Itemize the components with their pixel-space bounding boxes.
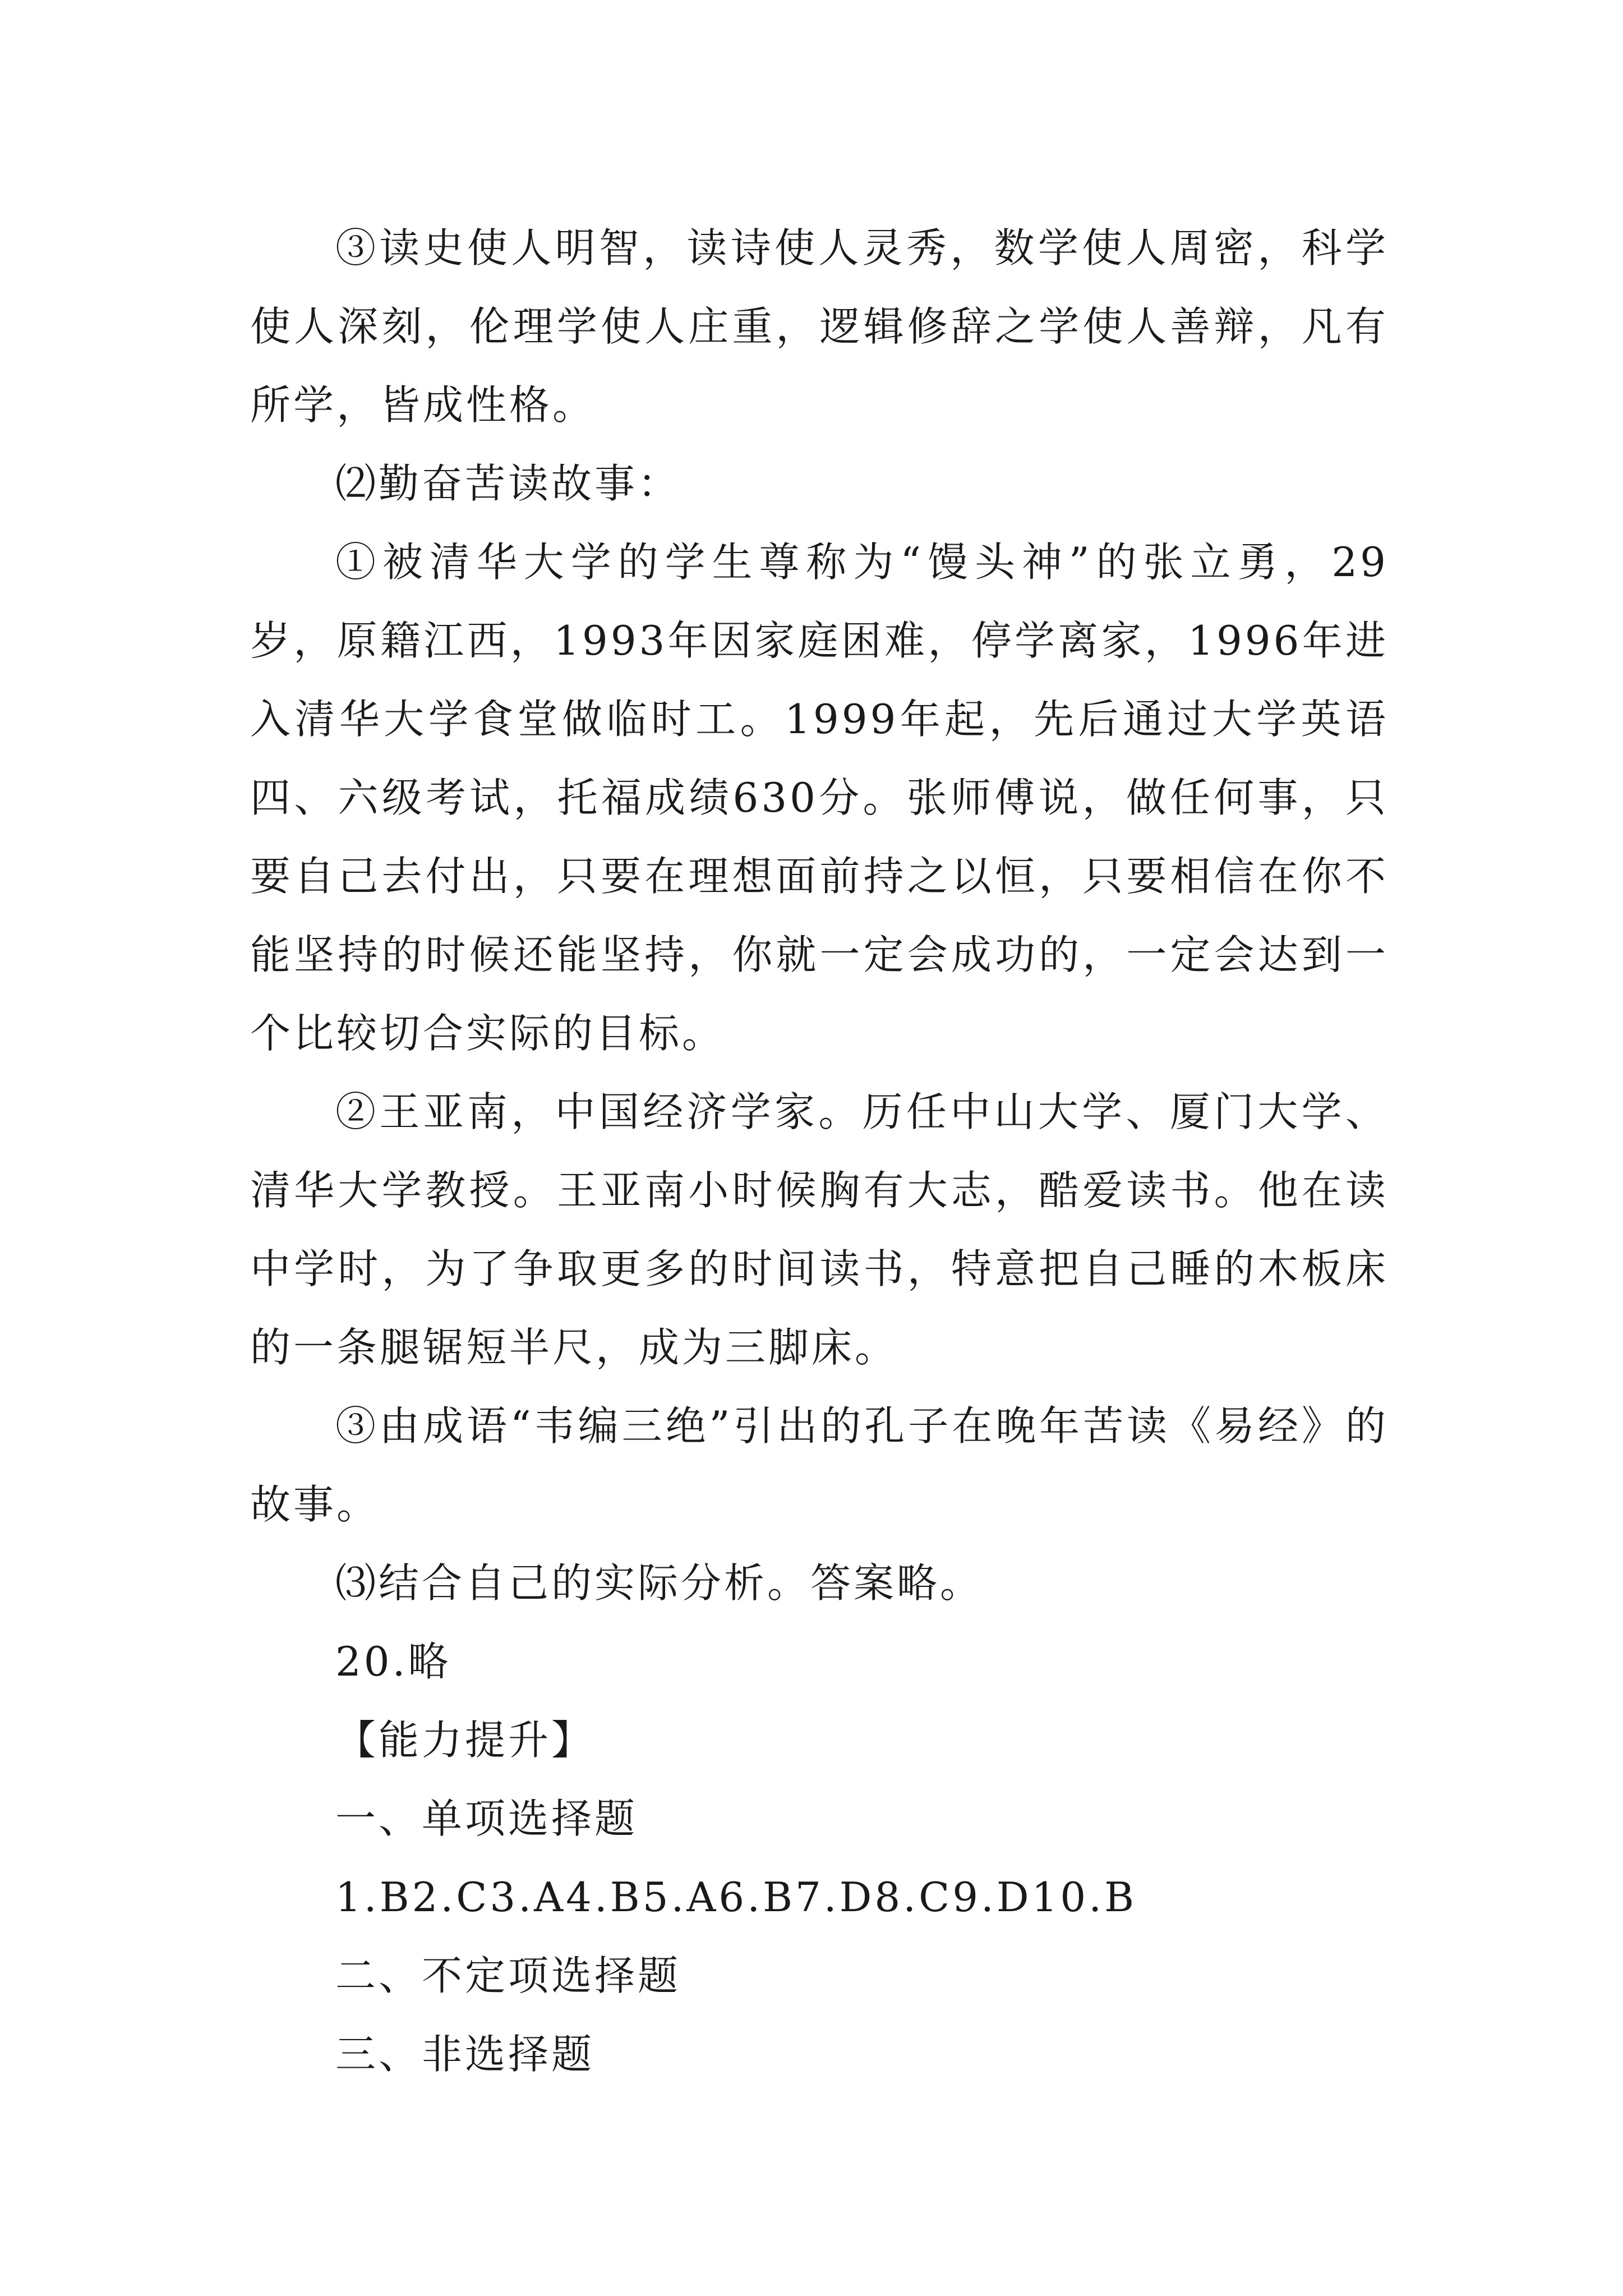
section-heading-multiple-choice: 二、不定项选择题 xyxy=(335,1952,681,1999)
paragraph-story-confucius: ③由成语“韦编三绝”引出的孔子在晚年苦读《易经》的故事。 xyxy=(250,1402,1389,1528)
paragraph-story-zhang-liyong: ①被清华大学的学生尊称为“馒头神”的张立勇，29岁，原籍江西，1993年因家庭困难，停学离家，1996年进入清华大学食堂做临时工。1999年起，先后通过大学英语四、六级考试，托福成绩630分。张师傅说，做任何事，只要自己去付出，只要在理想面前持之以恒，只要相信在你不能坚持的时候还能坚持，你就一定会成功的，一定会达到一个比较切合实际的目标。 xyxy=(250,539,1389,1057)
paragraph-story-wang-yanan: ②王亚南，中国经济学家。历任中山大学、厦门大学、清华大学教授。王亚南小时候胸有大志，酷爱读书。他在读中学时，为了争取更多的时间读书，特意把自己睡的木板床的一条腿锯短半尺，成为三脚床。 xyxy=(250,1088,1389,1371)
paragraph-item-20: 20.略 xyxy=(335,1638,451,1685)
section-heading-single-choice: 一、单项选择题 xyxy=(335,1795,638,1842)
paragraph-analysis-note: ⑶结合自己的实际分析。答案略。 xyxy=(335,1559,984,1607)
section-heading-non-choice: 三、非选择题 xyxy=(335,2031,595,2078)
section-heading-ability: 【能力提升】 xyxy=(335,1717,595,1764)
paragraph-heading-diligent-stories: ⑵勤奋苦读故事： xyxy=(335,460,681,507)
answer-key-line: 1.B2.C3.A4.B5.A6.B7.D8.C9.D10.B xyxy=(335,1874,1137,1921)
paragraph-quote-reading: ③读史使人明智，读诗使人灵秀，数学使人周密，科学使人深刻，伦理学使人庄重，逻辑修辞之学使人善辩，凡有所学，皆成性格。 xyxy=(250,224,1389,429)
document-body xyxy=(250,209,1389,2093)
